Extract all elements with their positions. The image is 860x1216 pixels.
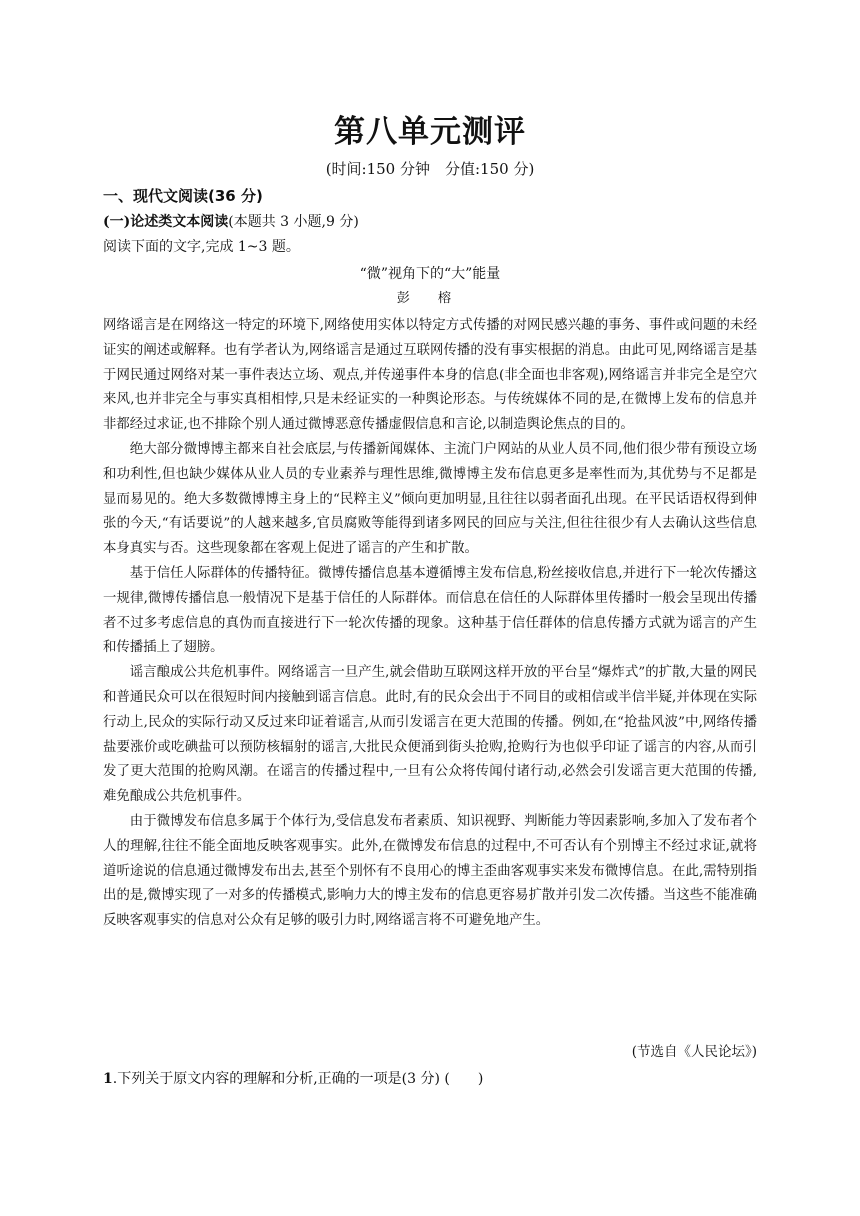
article-body — [103, 314, 757, 934]
question-close-paren: ) — [477, 1071, 484, 1087]
section-heading: 一、现代文阅读(36 分) — [103, 187, 263, 205]
subsection-heading — [103, 212, 359, 232]
article-paragraph: 基于信任人际群体的传播特征。微博传播信息基本遵循博主发布信息,粉丝接收信息,并进行下一轮次传播这一规律,微博传播信息一般情况下是基于信任的人际群体。而信息在信任的人际群体里传播时一般会呈现出传播者不过多考虑信息的真伪而直接进行下一轮次传播的现象。这种基于信任群体的信息传播方式就为谣言的产生和传播插上了翅膀。 — [103, 565, 757, 656]
page-title: 第八单元测评 — [334, 114, 526, 150]
article-source: (节选自《人民论坛》) — [631, 1044, 757, 1060]
exam-time-and-score: (时间:150 分钟 分值:150 分) — [325, 160, 535, 178]
article-paragraph: 绝大部分微博博主都来自社会底层,与传播新闻媒体、主流门户网站的从业人员不同,他们很少带有预设立场和功利性,但也缺少媒体从业人员的专业素养与理性思维,微博博主发布信息更多是率性而为,其优势与不足都是显而易见的。绝大多数微博博主身上的“民粹主义”倾向更加明显,且往往以弱者面孔出现。在平民话语权得到伸张的今天,“有话要说”的人越来越多,官员腐败等能得到诸多网民的回应与关注,但往往很少有人去确认这些信息本身真实与否。这些现象都在客观上促进了谣言的产生和扩散。 — [103, 441, 757, 557]
article-paragraph: 网络谣言是在网络这一特定的环境下,网络使用实体以特定方式传播的对网民感兴趣的事务、事件或问题的未经证实的阐述或解释。也有学者认为,网络谣言是通过互联网传播的没有事实根据的消息。由此可见,网络谣言是基于网民通过网络对某一事件表达立场、观点,并传递事件本身的信息(非全面也非客观),网络谣言并非完全是空穴来风,也并非完全与事实真相相悖,只是未经证实的一种舆论形态。与传统媒体不同的是,在微博上发布的信息并非都经过求证,也不排除个别人通过微博恶意传播虚假信息和言论,以制造舆论焦点的目的。 — [103, 318, 757, 433]
article-paragraph: 由于微博发布信息多属于个体行为,受信息发布者素质、知识视野、判断能力等因素影响,多加入了发布者个人的理解,往往不能全面地反映客观事实。此外,在微博发布信息的过程中,不可否认有个别博主不经过求证,就将道听途说的信息通过微博发布出去,甚至个别怀有不良用心的博主歪曲客观事实来发布微博信息。在此,需特别指出的是,微博实现了一对多的传播模式,影响力大的博主发布的信息更容易扩散并引发二次传播。当这些不能准确反映客观事实的信息对公众有足够的吸引力时,网络谣言将不可避免地产生。 — [103, 813, 757, 929]
subsection-note: (本题共 3 小题,9 分) — [228, 214, 359, 230]
reading-instruction: 阅读下面的文字,完成 1~3 题。 — [103, 239, 300, 255]
question-number: 1 — [103, 1071, 113, 1087]
subsection-title: (一)论述类文本阅读 — [103, 214, 229, 230]
question-1 — [103, 1069, 757, 1089]
article-author: 彭 榕 — [396, 291, 464, 306]
article-paragraph: 谣言酿成公共危机事件。网络谣言一旦产生,就会借助互联网这样开放的平台呈“爆炸式”的扩散,大量的网民和普通民众可以在很短时间内接触到谣言信息。此时,有的民众会出于不同目的或相信或半信半疑,并体现在实际行动上,民众的实际行动又反过来印证着谣言,从而引发谣言在更大范围的传播。例如,在“抢盐风波”中,网络传播盐要涨价或吃碘盐可以预防核辐射的谣言,大批民众便涌到街头抢购,抢购行为也似乎印证了谣言的内容,从而引发了更大范围的抢购风潮。在谣言的传播过程中,一旦有公众将传闻付诸行动,必然会引发谣言更大范围的传播,难免酿成公共危机事件。 — [103, 665, 757, 805]
question-text: .下列关于原文内容的理解和分析,正确的一项是(3 分) ( — [112, 1071, 450, 1087]
article-title: “微”视角下的“大”能量 — [359, 266, 501, 282]
